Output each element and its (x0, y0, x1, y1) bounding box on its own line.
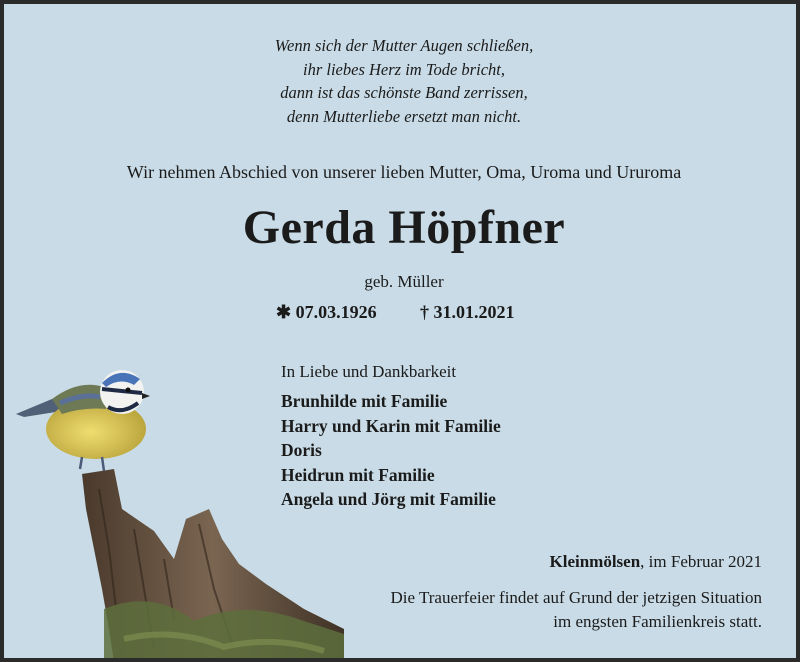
death-date (420, 302, 515, 323)
family-member: Harry und Karin mit Familie (281, 415, 501, 436)
poem-line: denn Mutterliebe ersetzt man nicht. (286, 106, 522, 126)
poem-line: ihr liebes Herz im Tode bricht, (303, 59, 505, 79)
thanks-line: In Liebe und Dankbarkeit (281, 362, 457, 381)
poem-line: dann ist das schönste Band zerrissen, (280, 83, 528, 102)
poem-line: Wenn sich der Mutter Augen schließen, (274, 36, 534, 55)
death-cross-icon: † (420, 302, 429, 322)
place-date (550, 552, 763, 572)
funeral-line: Die Trauerfeier findet auf Grund der jetzigen Situation (390, 588, 762, 607)
family-member: Brunhilde mit Familie (281, 391, 448, 411)
birth-star-icon: ✱ (276, 302, 292, 322)
deceased-name: Gerda Höpfner (242, 201, 566, 254)
death-date-value: 31.01.2021 (433, 302, 515, 322)
birth-date-value: 07.03.1926 (295, 302, 377, 322)
place-date-rest: , im Februar 2021 (640, 552, 762, 571)
bird-on-stump-illustration (4, 359, 344, 662)
family-member: Heidrun mit Familie (281, 464, 435, 485)
family-member: Doris (281, 440, 322, 460)
intro-text: Wir nehmen Abschied von unserer lieben Mutter, Oma, Uroma und Ururoma (126, 162, 682, 182)
birth-date (276, 302, 377, 323)
place-town: Kleinmölsen (549, 552, 641, 571)
family-member: Angela und Jörg mit Familie (281, 489, 496, 509)
poem (4, 34, 800, 128)
tree-stump (82, 469, 344, 662)
funeral-note (390, 586, 762, 634)
blue-tit-bird (16, 370, 150, 471)
funeral-line: im engsten Familienkreis statt. (553, 612, 762, 631)
maiden-name: geb. Müller (364, 272, 444, 291)
